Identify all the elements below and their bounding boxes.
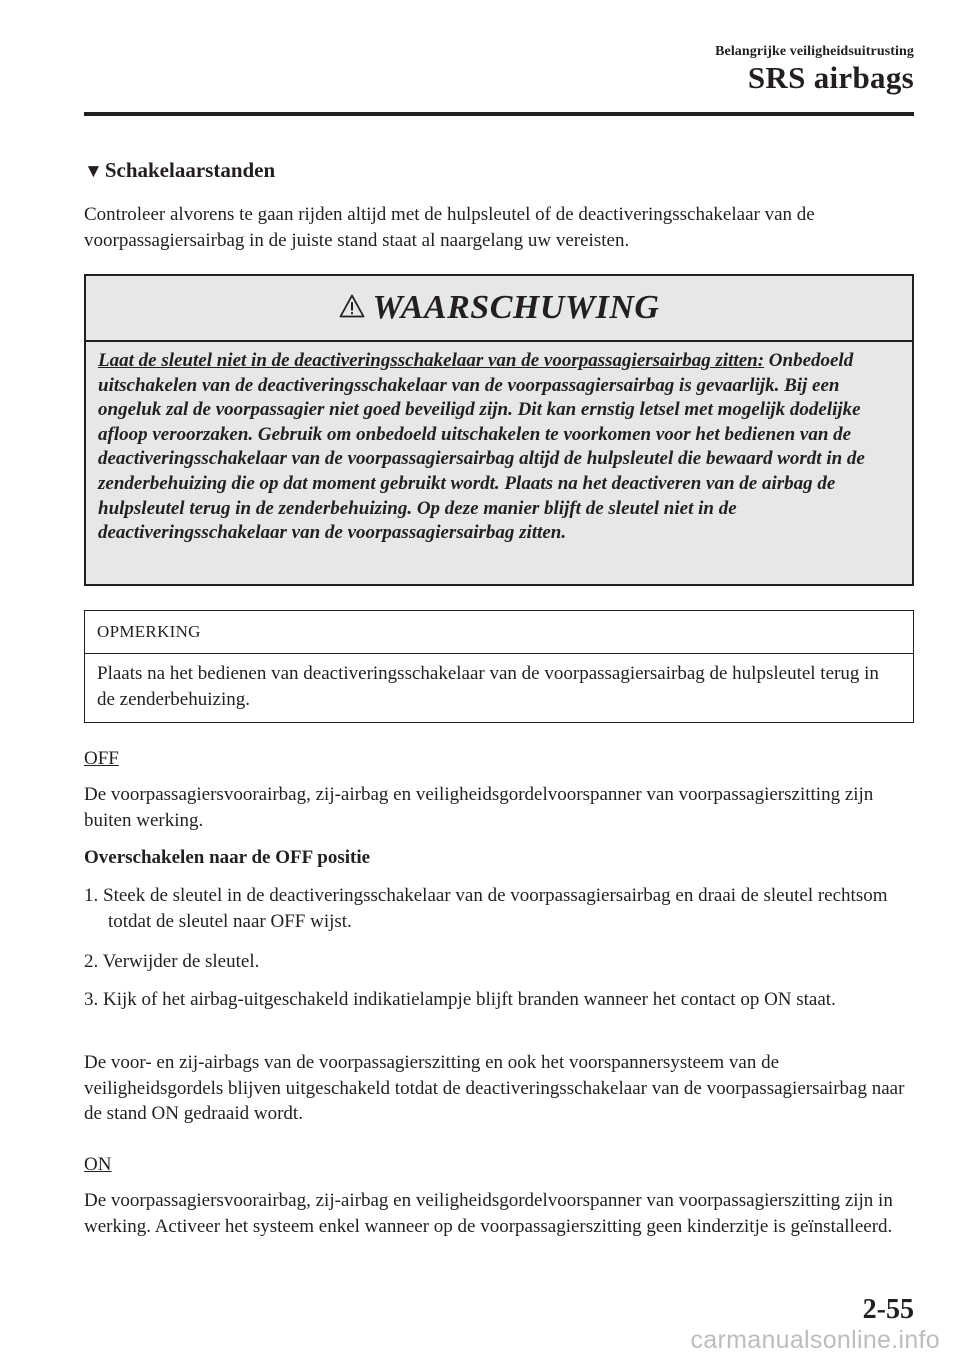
- on-label: ON: [84, 1154, 112, 1175]
- on-description: De voorpassagiersvoorairbag, zij-airbag en veiligheidsgordelvoorspanner van voorpassagierszitting zijn in werking. Activeer het systeem enkel wanneer op de voorpassagierszitting geen kinderzitje is geïnstalleerd.: [84, 1190, 893, 1237]
- note-box: [84, 610, 914, 723]
- warning-header: [86, 276, 912, 342]
- note-title: OPMERKING: [85, 611, 913, 654]
- off-after-paragraph: De voor- en zij-airbags van de voorpassagierszitting en ook het voorspannersysteem van de veiligheidsgordels blijven uitgeschakeld totdat de deactiveringsschakelaar van de voorpassagiersairbag naar de stand ON gedraaid wordt.: [84, 1052, 905, 1124]
- header-divider: [84, 112, 914, 116]
- warning-box: [84, 274, 914, 586]
- off-procedure-title: Overschakelen naar de OFF positie: [84, 847, 371, 868]
- step-2: 2. Verwijder de sleutel.: [84, 951, 260, 972]
- page-number: 2-55: [862, 1294, 914, 1325]
- off-label: OFF: [84, 748, 119, 769]
- warning-triangle-icon: [339, 294, 365, 318]
- chapter-header: Belangrijke veiligheidsuitrusting: [715, 44, 914, 59]
- triangle-down-icon: ▼: [84, 161, 103, 182]
- section-heading: [84, 158, 275, 183]
- warning-text: Onbedoeld uitschakelen van de deactiveringsschakelaar van de voorpassagiersairbag is gevaarlijk. Bij een ongeluk zal de voorpassagier niet goed beveiligd zijn. Dit kan ernstig letsel met mogelijk dodelijke afloop veroorzaken. Gebruik om onbedoeld uitschakelen te voorkomen voor het bedienen van de deactiveringsschakelaar van de voorpassagiersairbag altijd de hulpsleutel die bewaard wordt in de zenderbehuizing die op dat moment gebruikt wordt. Plaats na het deactiveren van de airbag de hulpsleutel terug in de zenderbehuizing. Op deze manier blijft de sleutel niet in de deactiveringsschakelaar van de voorpassagiersairbag zitten.: [98, 350, 865, 544]
- off-description: De voorpassagiersvoorairbag, zij-airbag en veiligheidsgordelvoorspanner van voorpassagierszitting zijn buiten werking.: [84, 784, 874, 831]
- step-1: 1. Steek de sleutel in de deactiveringsschakelaar van de voorpassagiersairbag en draai de sleutel rechtsom totdat de sleutel naar OFF wijst.: [84, 885, 888, 932]
- watermark: carmanualsonline.info: [690, 1326, 940, 1354]
- step-3: 3. Kijk of het airbag-uitgeschakeld indikatielampje blijft branden wanneer het contact op ON staat.: [84, 989, 836, 1010]
- page-title: SRS airbags: [747, 60, 914, 95]
- section-heading-text: Schakelaarstanden: [104, 158, 276, 182]
- note-body: Plaats na het bedienen van deactiveringsschakelaar van de voorpassagiersairbag de hulpsleutel terug in de zenderbehuizing.: [97, 663, 879, 710]
- warning-lead: Laat de sleutel niet in de deactiveringsschakelaar van de voorpassagiersairbag zitten:: [98, 350, 765, 371]
- warning-body: [86, 342, 912, 546]
- intro-paragraph: Controleer alvorens te gaan rijden altijd met de hulpsleutel of de deactiveringsschakelaar van de voorpassagiersairbag in de juiste stand staat al naargelang uw vereisten.: [84, 204, 815, 251]
- warning-title: WAARSCHUWING: [372, 289, 660, 326]
